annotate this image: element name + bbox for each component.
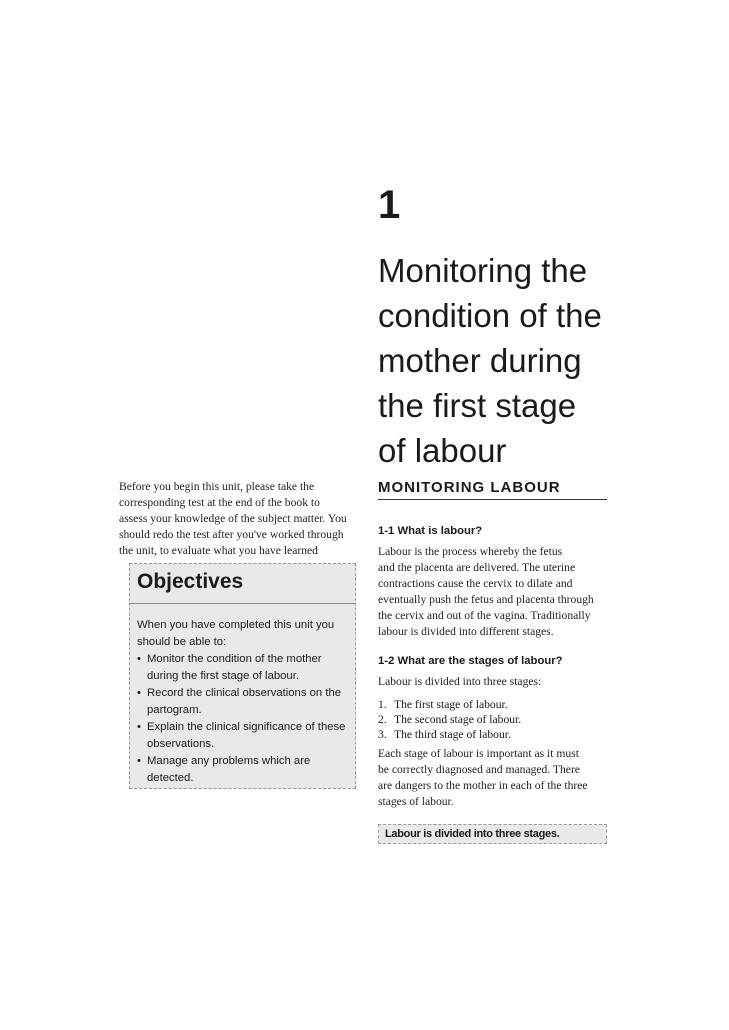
objectives-intro-line: When you have completed this unit you [137, 619, 335, 631]
paragraph-line: and the placenta are delivered. The uterine [378, 561, 576, 574]
list-item-text: The third stage of labour. [394, 728, 511, 741]
list-item-text: The second stage of labour. [394, 713, 522, 726]
objectives-divider [130, 603, 355, 604]
list-number: 3. [378, 728, 387, 741]
paragraph-line: stages of labour. [378, 795, 454, 808]
list-item-text: The first stage of labour. [394, 698, 508, 711]
question-heading: 1-1 What is labour? [378, 525, 483, 537]
chapter-title [378, 248, 698, 473]
question-heading: 1-2 What are the stages of labour? [378, 655, 563, 667]
chapter-number: 1 [378, 183, 401, 227]
list-number: 1. [378, 698, 387, 711]
chapter-title-line: Monitoring the [378, 252, 588, 289]
intro-line: should redo the test after you've worked through [119, 528, 344, 541]
paragraph-line: eventually push the fetus and placenta through [378, 593, 594, 606]
bullet-icon: • [137, 721, 141, 733]
paragraph-line: Each stage of labour is important as it must [378, 747, 579, 760]
intro-line: Before you begin this unit, please take the [119, 480, 315, 493]
objective-item-continuation: detected. [147, 772, 194, 784]
objective-item-text: Record the clinical observations on the [147, 687, 342, 699]
objective-item [137, 685, 352, 702]
objectives-title: Objectives [137, 570, 244, 593]
list-item [378, 697, 521, 712]
answer-lead [378, 674, 613, 690]
objective-item-text: Explain the clinical significance of these [147, 721, 346, 733]
chapter-title-line: the first stage [378, 387, 577, 424]
bullet-icon: • [137, 653, 141, 665]
bullet-icon: • [137, 687, 141, 699]
objective-item-text: Monitor the condition of the mother [147, 653, 322, 665]
objective-item [137, 651, 352, 668]
section-heading: MONITORING LABOUR [378, 479, 561, 496]
chapter-title-line: mother during [378, 342, 582, 379]
callout-text: Labour is divided into three stages. [385, 828, 560, 840]
intro-line: the unit, to evaluate what you have learned [119, 544, 318, 557]
objective-item-continuation: during the first stage of labour. [147, 670, 299, 682]
list-item [378, 727, 521, 742]
section-divider [378, 499, 607, 500]
objectives-intro-line: should be able to: [137, 636, 227, 648]
intro-paragraph [119, 479, 363, 559]
paragraph-line: labour is divided into different stages. [378, 625, 554, 638]
paragraph-line: contractions cause the cervix to dilate and [378, 577, 573, 590]
list-item [378, 712, 521, 727]
stages-list [378, 697, 521, 742]
answer-paragraph [378, 746, 613, 810]
paragraph-line: be correctly diagnosed and managed. There [378, 763, 580, 776]
bullet-icon: • [137, 755, 141, 767]
objective-item [137, 753, 352, 770]
objective-item [137, 719, 352, 736]
chapter-title-line: condition of the [378, 297, 602, 334]
intro-line: assess your knowledge of the subject matter. You [119, 512, 347, 525]
chapter-title-line: of labour [378, 432, 507, 469]
paragraph-line: Labour is divided into three stages: [378, 675, 542, 688]
objectives-list [137, 617, 352, 787]
answer-paragraph [378, 544, 613, 640]
objective-item-continuation: partogram. [147, 704, 202, 716]
paragraph-line: the cervix and out of the vagina. Traditionally [378, 609, 591, 622]
paragraph-line: are dangers to the mother in each of the three [378, 779, 588, 792]
paragraph-line: Labour is the process whereby the fetus [378, 545, 563, 558]
objective-item-text: Manage any problems which are [147, 755, 311, 767]
list-number: 2. [378, 713, 387, 726]
intro-line: corresponding test at the end of the book to [119, 496, 320, 509]
objective-item-continuation: observations. [147, 738, 215, 750]
